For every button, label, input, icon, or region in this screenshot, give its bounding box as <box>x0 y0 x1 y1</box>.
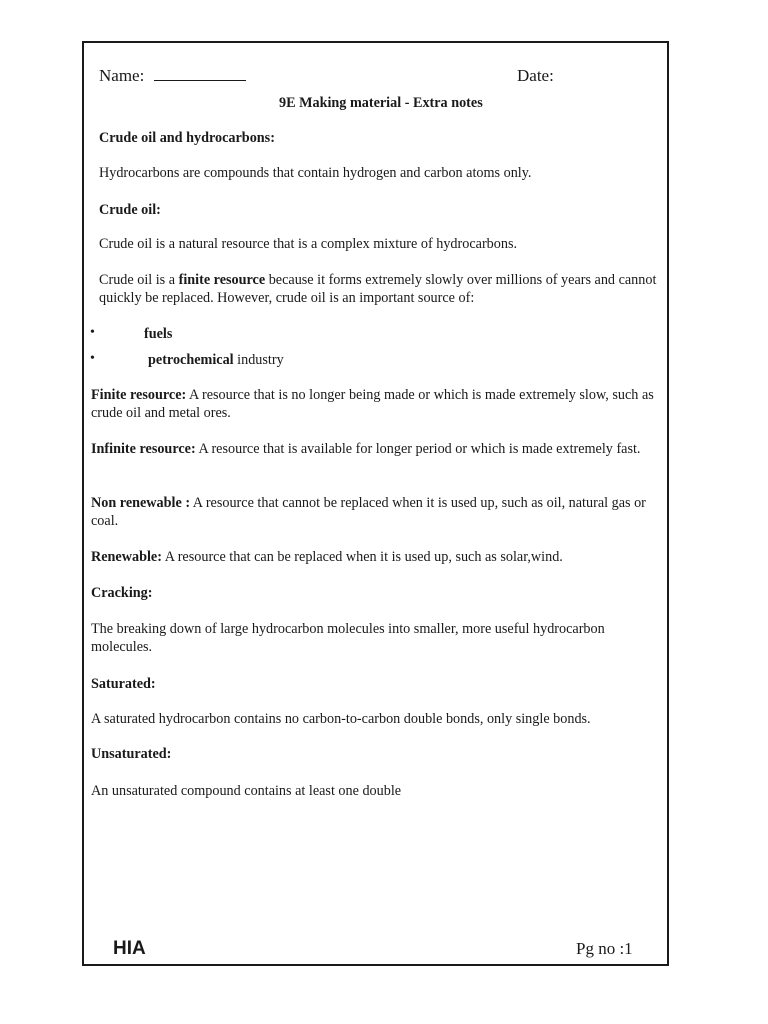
term-definition: A resource that cannot be replaced when it is used up, such as oil, natural gas or coal. <box>91 495 646 529</box>
cracking-definition: The breaking down of large hydrocarbon molecules into smaller, more useful hydrocarbon molecules. <box>91 621 605 655</box>
list-item-bold: fuels <box>144 326 173 342</box>
page-number: Pg no :1 <box>576 939 633 958</box>
bullet-icon: • <box>90 351 95 366</box>
list-item-text: industry <box>233 352 284 368</box>
unsaturated-definition: An unsaturated compound contains at least one double <box>91 783 402 799</box>
term-definition: A resource that is no longer being made or which is made extremely slow, such as crude oil and metal ores. <box>91 387 654 421</box>
saturated-definition: A saturated hydrocarbon contains no carbon-to-carbon double bonds, only single bonds. <box>91 711 591 727</box>
term-definition: A resource that can be replaced when it is used up, such as solar,wind. <box>161 549 563 565</box>
term-label: Finite resource: <box>91 387 187 403</box>
finite-para-bold: finite resource <box>178 272 266 288</box>
saturated-heading: Saturated: <box>91 676 156 692</box>
term-label: Infinite resource: <box>91 441 196 457</box>
list-item <box>148 351 284 369</box>
bullet-icon: • <box>90 325 95 340</box>
footer-initials: HIA <box>113 938 146 959</box>
hydrocarbons-definition: Hydrocarbons are compounds that contain hydrogen and carbon atoms only. <box>99 165 532 181</box>
cracking-heading: Cracking: <box>91 585 153 601</box>
list-item <box>144 325 172 343</box>
crude-oil-hydrocarbons-heading: Crude oil and hydrocarbons: <box>99 130 275 146</box>
renewable-definition <box>91 548 563 566</box>
non-renewable-definition <box>91 494 657 530</box>
finite-resource-paragraph <box>99 271 659 307</box>
document-title: 9E Making material - Extra notes <box>279 95 483 111</box>
term-definition: A resource that is available for longer period or which is made extremely fast. <box>195 441 641 457</box>
list-item-bold: petrochemical <box>148 352 234 368</box>
term-label: Non renewable : <box>91 495 191 511</box>
finite-para-text: Crude oil is a <box>99 272 179 288</box>
term-label: Renewable: <box>91 549 162 565</box>
name-blank-line <box>154 68 246 81</box>
date-label: Date: <box>517 66 554 85</box>
infinite-resource-definition <box>91 440 657 458</box>
unsaturated-heading: Unsaturated: <box>91 746 172 762</box>
name-label: Name: <box>99 66 145 85</box>
name-field <box>99 66 246 86</box>
crude-oil-heading: Crude oil: <box>99 202 161 218</box>
finite-resource-definition <box>91 386 657 422</box>
crude-oil-definition: Crude oil is a natural resource that is a complex mixture of hydrocarbons. <box>99 236 518 252</box>
finite-para-text-rest: because it forms extremely slowly over millions of years and cannot quickly be replaced. However, crude oil is an important source of: <box>99 272 657 306</box>
